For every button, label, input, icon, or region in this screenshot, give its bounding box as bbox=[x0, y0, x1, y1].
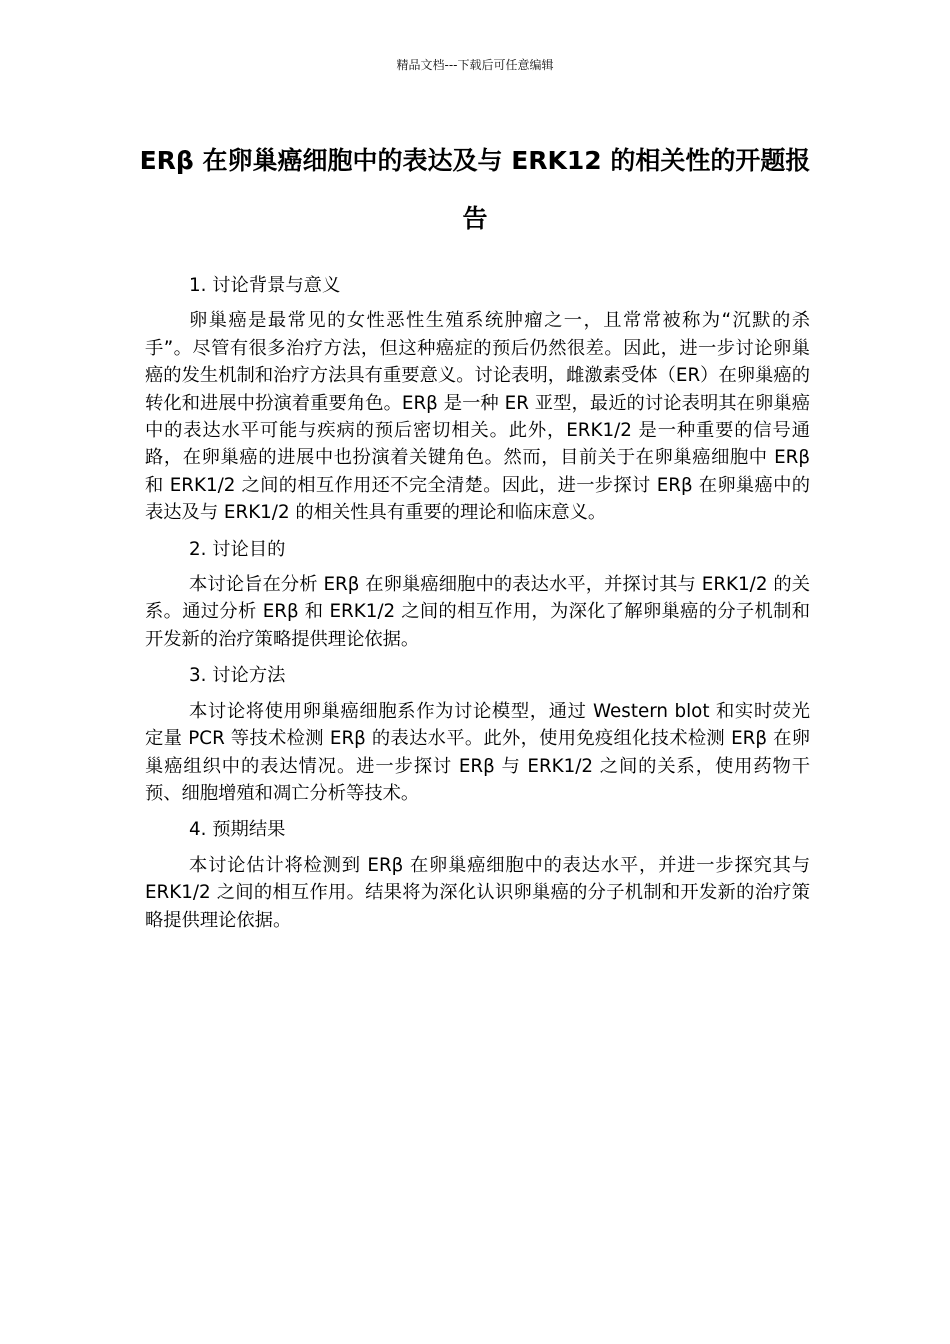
document-body bbox=[145, 272, 810, 943]
section-heading: 4. 预期结果 bbox=[189, 819, 286, 841]
section-paragraph: 本讨论旨在分析 ERβ 在卵巢癌细胞中的表达水平，并探讨其与 ERK1/2 的关系。通过分析 ERβ 和 ERK1/2 之间的相互作用，为深化了解卵巢癌的分子机制和开发新的治疗策略提供理论依据。 bbox=[145, 574, 810, 650]
section-heading: 3. 讨论方法 bbox=[189, 665, 286, 687]
section-paragraph: 卵巢癌是最常见的女性恶性生殖系统肿瘤之一，且常常被称为“沉默的杀手”。尽管有很多治疗方法，但这种癌症的预后仍然很差。因此，进一步讨论卵巢癌的发生机制和治疗方法具有重要意义。讨论表明，雌激素受体（ER）在卵巢癌的转化和进展中扮演着重要角色。ERβ 是一种 ER 亚型，最近的讨论表明其在卵巢癌中的表达水平可能与疾病的预后密切相关。此外，ERK1/2 是一种重要的信号通路，在卵巢癌的进展中也扮演着关键角色。然而，目前关于在卵巢癌细胞中 ERβ 和 ERK1/2 之间的相互作用还不完全清楚。因此，进一步探讨 ERβ 在卵巢癌中的表达及与 ERK1/2 的相关性具有重要的理论和临床意义。 bbox=[145, 310, 810, 524]
page-header-note: 精品文档---下载后可任意编辑 bbox=[396, 58, 554, 72]
section-methods bbox=[145, 662, 810, 807]
section-background bbox=[145, 272, 810, 527]
section-heading: 2. 讨论目的 bbox=[189, 538, 286, 560]
document-title: ERβ 在卵巢癌细胞中的表达及与 ERK12 的相关性的开题报告 bbox=[139, 146, 811, 233]
section-expected-results bbox=[145, 816, 810, 934]
section-paragraph: 本讨论将使用卵巢癌细胞系作为讨论模型，通过 Western blot 和实时荧光定量 PCR 等技术检测 ERβ 的表达水平。此外，使用免疫组化技术检测 ERβ 在卵巢癌组织中的表达情况。进一步探讨 ERβ 与 ERK1/2 之间的关系，使用药物干预、细胞增殖和凋亡分析等技术。 bbox=[145, 700, 810, 804]
section-objective bbox=[145, 536, 810, 654]
section-paragraph: 本讨论估计将检测到 ERβ 在卵巢癌细胞中的表达水平，并进一步探究其与 ERK1/2 之间的相互作用。结果将为深化认识卵巢癌的分子机制和开发新的治疗策略提供理论依据。 bbox=[145, 854, 810, 931]
section-heading: 1. 讨论背景与意义 bbox=[189, 275, 341, 296]
